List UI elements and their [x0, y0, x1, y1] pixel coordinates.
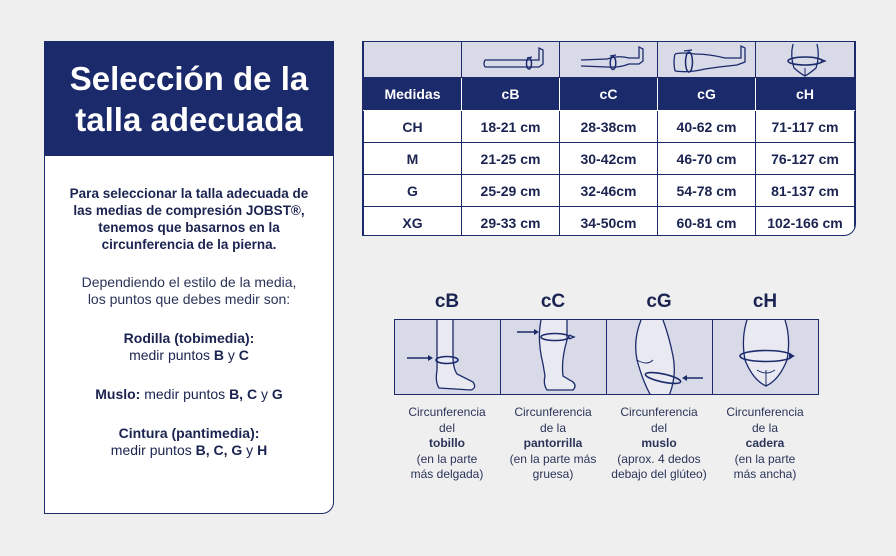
header-cell: cC [560, 78, 658, 111]
option-pre: medir puntos [129, 347, 214, 363]
join: y [242, 442, 258, 458]
value-cell: 34-50cm [560, 207, 658, 237]
caption-part: del [650, 420, 667, 435]
panel-title [45, 42, 333, 156]
caption-line: gruesa) [532, 467, 574, 481]
hip-measure-icon [713, 320, 818, 394]
value-cell: 28-38cm [560, 111, 658, 143]
depend-text [45, 274, 333, 308]
option-title: Muslo: [95, 386, 141, 402]
table-row [364, 143, 855, 175]
label-cG: cG [646, 291, 672, 312]
caption-bold: cadera [745, 436, 785, 450]
intro-line: las medias de compresión JOBST®, [73, 203, 305, 218]
value-cell: 54-78 cm [658, 175, 756, 207]
thigh-leg-icon [658, 42, 756, 78]
point: B, [195, 442, 210, 458]
hip-diagram [713, 320, 818, 394]
size-cell: XG [364, 207, 462, 237]
header-cell: Medidas [364, 78, 462, 111]
caption-line: debajo del glúteo) [611, 467, 707, 481]
value-cell: 21-25 cm [462, 143, 560, 175]
option-pre: medir puntos [110, 442, 196, 458]
header-cell: cB [462, 78, 560, 111]
value-cell: 81-137 cm [756, 175, 855, 207]
measure-labels [394, 291, 819, 315]
value-cell: 102-166 cm [756, 207, 855, 237]
point: C [246, 386, 258, 402]
caption-line: (en la parte [416, 451, 478, 466]
size-guide-panel [44, 41, 334, 514]
ankle-measure-icon [395, 320, 501, 394]
panel-body [45, 185, 333, 459]
ankle-leg-icon [462, 42, 560, 78]
icon-row [364, 42, 855, 78]
caption-bold: pantorrilla [523, 436, 583, 450]
value-cell: 30-42cm [560, 143, 658, 175]
point: G [231, 442, 243, 458]
value-cell: 76-127 cm [756, 143, 855, 175]
point: B, [229, 386, 244, 402]
size-cell: M [364, 143, 462, 175]
point: C [238, 347, 249, 363]
caption-line: Circunferencia [620, 405, 698, 419]
table-row [364, 175, 855, 207]
calf-diagram [501, 320, 607, 394]
value-cell: 40-62 cm [658, 111, 756, 143]
label-cH: cH [752, 291, 778, 312]
ankle-diagram [395, 320, 501, 394]
caption-line: Circunferencia [726, 405, 804, 419]
empty-cell [364, 42, 462, 78]
point: G [271, 386, 283, 402]
value-cell: 32-46cm [560, 175, 658, 207]
value-cell: 18-21 cm [462, 111, 560, 143]
panel-title-line1: Selección de la [69, 60, 309, 97]
value-cell: 71-117 cm [756, 111, 855, 143]
panel-title-line2: talla adecuada [75, 101, 303, 138]
caption-part: de la [539, 420, 567, 435]
option-title: Cintura (pantimedia): [118, 425, 260, 441]
depend-line: Dependiendo el estilo de la media, [81, 274, 297, 290]
size-cell: G [364, 175, 462, 207]
point: H [257, 442, 268, 458]
value-cell: 25-29 cm [462, 175, 560, 207]
value-cell: 46-70 cm [658, 143, 756, 175]
join: y [224, 347, 239, 363]
table-row [364, 207, 855, 237]
option-measure [45, 386, 333, 403]
thigh-measure-icon [607, 320, 713, 394]
option-measure [45, 347, 333, 364]
point: B [213, 347, 225, 363]
caption-line: (en la parte [734, 451, 796, 466]
caption-line: (aprox. 4 dedos [617, 451, 701, 466]
header-cell: cH [756, 78, 855, 111]
caption-line [712, 421, 818, 452]
caption-hip [712, 405, 818, 483]
size-table [362, 41, 856, 236]
intro-line: Para seleccionar la talla adecuada de [69, 186, 309, 201]
calf-leg-icon [560, 42, 658, 78]
label-cC: cC [540, 291, 566, 312]
option-title: Rodilla (tobimedia): [123, 330, 255, 346]
option-thigh [45, 386, 333, 403]
caption-part: de la [751, 420, 779, 435]
calf-measure-icon [501, 320, 607, 394]
join: y [257, 386, 272, 402]
size-cell: CH [364, 111, 462, 143]
option-measure [45, 442, 333, 459]
caption-line [606, 421, 712, 452]
value-cell: 60-81 cm [658, 207, 756, 237]
thigh-diagram [607, 320, 713, 394]
caption-line: más delgada) [410, 467, 484, 481]
caption-bold: muslo [641, 436, 677, 450]
table-header [364, 78, 855, 111]
caption-line: Circunferencia [408, 405, 486, 419]
caption-line: (en la parte más [509, 451, 597, 466]
value-cell: 29-33 cm [462, 207, 560, 237]
caption-calf [500, 405, 606, 483]
table-row [364, 111, 855, 143]
caption-ankle [394, 405, 500, 483]
intro-line: tenemos que basarnos en la [98, 220, 280, 235]
hip-icon [756, 42, 855, 78]
caption-bold: tobillo [429, 436, 465, 450]
point: C, [213, 442, 228, 458]
depend-line: los puntos que debes medir son: [87, 291, 291, 307]
caption-line: Circunferencia [514, 405, 592, 419]
caption-line [500, 421, 606, 452]
caption-part: del [438, 420, 455, 435]
intro-line: circunferencia de la pierna. [101, 237, 277, 252]
option-waist [45, 425, 333, 459]
option-pre: medir puntos [140, 386, 230, 402]
option-knee [45, 330, 333, 364]
intro-text [51, 185, 327, 253]
label-cB: cB [434, 291, 460, 312]
caption-thigh [606, 405, 712, 483]
header-cell: cG [658, 78, 756, 111]
caption-line [394, 421, 500, 452]
caption-line: más ancha) [733, 467, 797, 481]
measure-diagrams [394, 319, 819, 395]
